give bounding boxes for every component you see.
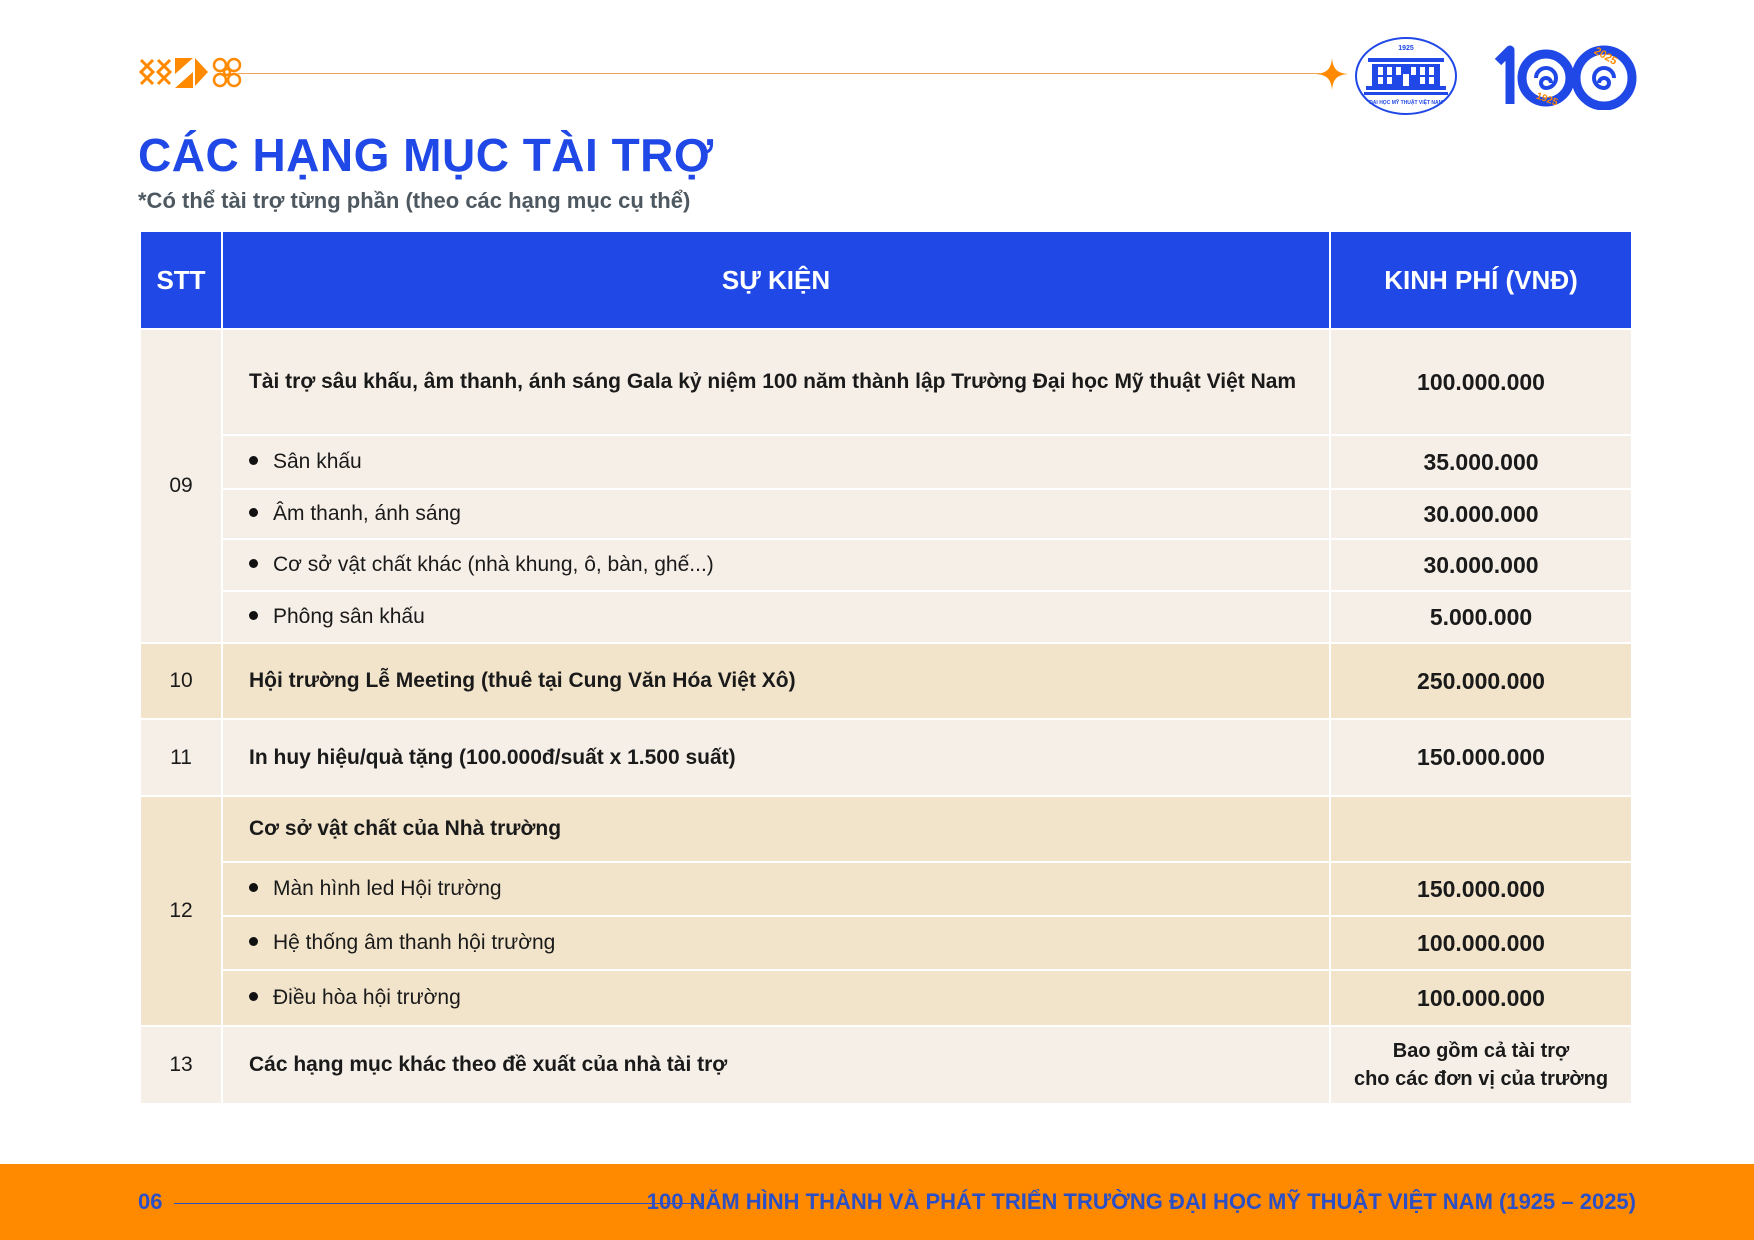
anniversary-year-end: 2025 [1591,45,1620,68]
row-stt: 12 [140,796,222,1026]
row-cost: 150.000.000 [1330,862,1632,916]
page-number: 06 [138,1189,163,1214]
row-event-label: Cơ sở vật chất khác (nhà khung, ô, bàn, ghế...) [273,553,714,576]
row-event-label: Phông sân khấu [273,605,425,628]
table-row [140,970,1632,1026]
header-event: SỰ KIỆN [222,231,1330,329]
footer-divider [174,1203,704,1204]
row-stt: 09 [140,329,222,643]
table-row [140,435,1632,489]
bullet-icon [249,456,258,465]
table-row [140,643,1632,719]
row-event [222,435,1330,489]
page-title: CÁC HẠNG MỤC TÀI TRỢ [138,129,714,181]
seal-caption: ĐẠI HỌC MỸ THUẬT VIỆT NAM [1369,100,1443,106]
row-event-label: Âm thanh, ánh sáng [273,502,461,525]
row-event [222,862,1330,916]
row-cost [1330,796,1632,862]
row-event [222,970,1330,1026]
row-cost: 30.000.000 [1330,539,1632,591]
table-header-row [140,231,1632,329]
row-cost: 100.000.000 [1330,329,1632,435]
row-event-label: Sân khấu [273,450,362,473]
row-event [222,916,1330,970]
row-event: Tài trợ sâu khấu, âm thanh, ánh sáng Gala kỷ niệm 100 năm thành lập Trường Đại học Mỹ thuật Việt Nam [222,329,1330,435]
row-stt: 10 [140,643,222,719]
header-stt: STT [140,231,222,329]
row-stt: 13 [140,1026,222,1104]
row-cost: 5.000.000 [1330,591,1632,643]
page-subtitle: *Có thể tài trợ từng phần (theo các hạng mục cụ thể) [138,188,691,213]
row-event [222,539,1330,591]
row-cost: 100.000.000 [1330,916,1632,970]
row-event [222,489,1330,539]
anniversary-100-logo [1492,42,1638,110]
table-row [140,796,1632,862]
row-event-label: Màn hình led Hội trường [273,877,502,900]
table-row [140,862,1632,916]
row-cost: 35.000.000 [1330,435,1632,489]
row-event-label: Điều hòa hội trường [273,986,461,1009]
bullet-icon [249,937,258,946]
bullet-icon [249,611,258,620]
pattern-logo-icon [138,54,242,92]
row-event: Cơ sở vật chất của Nhà trường [222,796,1330,862]
row-cost: 30.000.000 [1330,489,1632,539]
bullet-icon [249,992,258,1001]
bullet-icon [249,883,258,892]
table-row [140,591,1632,643]
university-seal-logo [1354,36,1458,116]
header-cost: KINH PHÍ (VNĐ) [1330,231,1632,329]
table-row [140,1026,1632,1104]
sponsorship-table [139,230,1633,1105]
row-cost: 250.000.000 [1330,643,1632,719]
cost-note-line: Bao gồm cả tài trợ [1392,1040,1570,1062]
row-cost: 100.000.000 [1330,970,1632,1026]
row-event: Các hạng mục khác theo đề xuất của nhà tài trợ [222,1026,1330,1104]
footer-title: 100 NĂM HÌNH THÀNH VÀ PHÁT TRIỂN TRƯỜNG ĐẠI HỌC MỸ THUẬT VIỆT NAM (1925 – 2025) [646,1189,1636,1214]
seal-year: 1925 [1398,45,1414,52]
row-cost-note [1330,1026,1632,1104]
star-icon [1316,58,1348,90]
bullet-icon [249,508,258,517]
anniversary-year-start: 1925 [1534,90,1560,109]
cost-note-line: cho các đơn vị của trường [1353,1068,1609,1090]
row-stt: 11 [140,719,222,796]
header-divider [238,73,1320,74]
table-row [140,489,1632,539]
row-event: Hội trường Lễ Meeting (thuê tại Cung Văn Hóa Việt Xô) [222,643,1330,719]
table-row [140,719,1632,796]
row-cost: 150.000.000 [1330,719,1632,796]
row-event: In huy hiệu/quà tặng (100.000đ/suất x 1.500 suất) [222,719,1330,796]
table-row [140,329,1632,435]
row-event [222,591,1330,643]
row-event-label: Hệ thống âm thanh hội trường [273,931,556,954]
bullet-icon [249,559,258,568]
table-row [140,916,1632,970]
table-row [140,539,1632,591]
